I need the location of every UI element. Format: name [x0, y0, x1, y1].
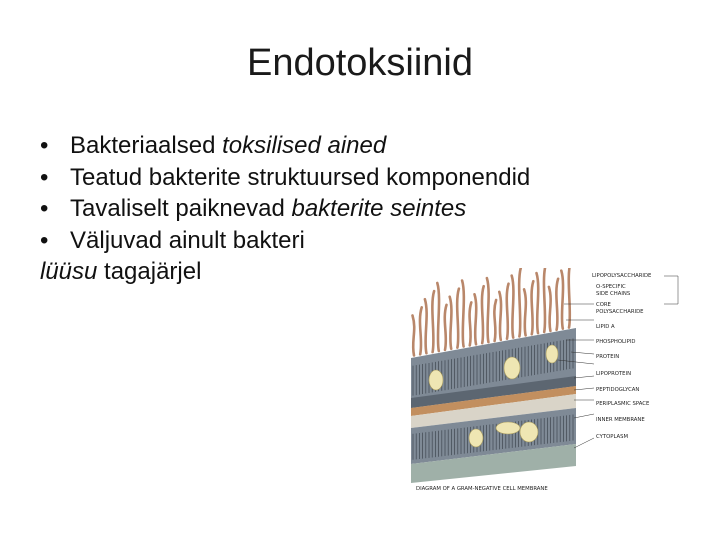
side-chain	[432, 291, 434, 352]
bullet-text: Väljuvad ainult bakteri	[70, 226, 305, 254]
bullet-list	[40, 130, 680, 288]
label-protein: PROTEIN	[596, 354, 620, 360]
side-chain	[494, 300, 496, 341]
label-cytoplasm: CYTOPLASM	[596, 434, 629, 440]
bullet-item	[40, 130, 680, 162]
label-side-chains: SIDE CHAINS	[596, 291, 631, 297]
bullet-emphasis: bakterite seintes	[291, 195, 467, 222]
slide-title: Endotoksiinid	[246, 42, 474, 84]
bullet-text: Teatud bakterite struktuursed komponendid	[70, 163, 531, 191]
bullet-emphasis: toksilised ained	[222, 132, 387, 159]
bullet-item	[40, 162, 680, 194]
protein-blob	[469, 429, 483, 447]
label-inner-membrane: INNER MEMBRANE	[596, 417, 645, 423]
side-chain	[425, 299, 427, 353]
bullet-marker: •	[40, 132, 49, 159]
side-chain	[512, 276, 514, 338]
protein-blob	[546, 345, 558, 363]
bullet-text: Bakteriaalsed	[70, 132, 223, 159]
label-lipopolysaccharide: LIPOPOLYSACCHARIDE	[592, 273, 652, 279]
side-chain	[482, 286, 484, 343]
label-periplasmic-space: PERIPLASMIC SPACE	[596, 401, 650, 407]
side-chain	[457, 289, 459, 348]
side-chain	[413, 315, 415, 355]
side-chain	[420, 307, 422, 354]
side-chain	[544, 268, 546, 332]
bullet-marker: •	[40, 226, 49, 254]
label-core: CORE	[596, 302, 611, 308]
side-chain	[475, 294, 477, 344]
label-o-specific: O-SPECIFIC	[596, 284, 626, 290]
side-chain	[556, 279, 558, 330]
side-chain	[462, 281, 464, 347]
side-chain	[532, 281, 534, 334]
bullet-marker: •	[40, 195, 49, 222]
bullet-text: tagajärjel	[97, 258, 202, 285]
side-chain	[437, 283, 439, 351]
side-chain	[450, 297, 452, 349]
side-chain	[524, 289, 526, 335]
side-chain	[537, 273, 539, 333]
bullet-text: Tavaliselt paiknevad	[70, 195, 292, 222]
side-chain	[487, 278, 489, 342]
diagram-caption: DIAGRAM OF A GRAM-NEGATIVE CELL MEMBRANE	[416, 486, 548, 492]
bullet-item	[40, 225, 680, 257]
bullet-emphasis: lüüsu	[40, 258, 98, 285]
side-chain	[507, 284, 509, 339]
protein-blob	[496, 422, 520, 434]
membrane-illustration	[396, 268, 696, 500]
side-chain	[549, 287, 551, 331]
side-chain	[561, 271, 563, 329]
side-chain	[470, 302, 472, 345]
side-chain	[569, 268, 571, 328]
cell-membrane-diagram	[396, 268, 696, 500]
side-chain	[519, 268, 521, 336]
label-polysaccharide: POLYSACCHARIDE	[596, 309, 644, 315]
label-lipid-a: LIPID A	[596, 324, 615, 330]
bullet-item	[40, 193, 680, 225]
protein-blob	[504, 357, 520, 379]
protein-blob	[520, 422, 538, 442]
label-lipoprotein: LIPOPROTEIN	[596, 371, 632, 377]
bullet-marker: •	[40, 163, 49, 191]
label-peptidoglycan: PEPTIDOGLYCAN	[596, 387, 640, 393]
side-chain	[499, 292, 501, 340]
label-phospholipid: PHOSPHOLIPID	[596, 339, 636, 345]
protein-blob	[429, 370, 443, 390]
side-chain	[445, 305, 447, 350]
